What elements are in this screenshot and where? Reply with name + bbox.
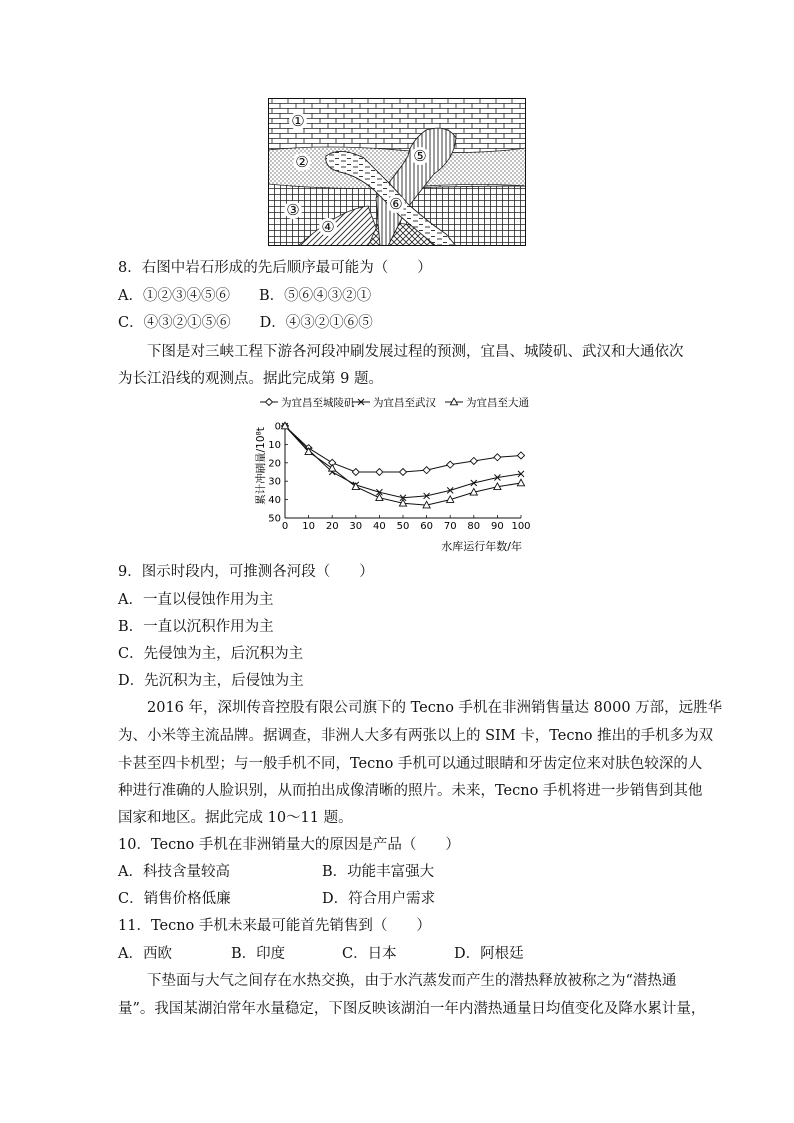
legend-label-2: 为宜昌至武汉: [373, 397, 436, 409]
chart-series-line-2: [285, 426, 521, 498]
question-10-intro-line5: 国家和地区。据此完成 10～11 题。: [118, 810, 353, 826]
chart-x-tick-label: 50: [396, 521, 410, 532]
question-10-option-d: D．符合用户需求: [322, 891, 436, 907]
chart-series-1-point: [494, 454, 501, 461]
chart-y-tick-label: 50: [268, 513, 281, 525]
chart-x-tick-label: 60: [420, 521, 433, 532]
chart-x-tick-label: 30: [349, 521, 363, 532]
chart-series-3-point: [329, 465, 336, 472]
chart-y-axis-label: 累计冲刷量/10⁸t: [255, 427, 267, 505]
question-10-option-c: C．销售价格低廉: [118, 891, 231, 907]
question-9-option-d: D．先沉积为主，后侵蚀为主: [118, 673, 304, 689]
chart-series-3-point: [517, 479, 524, 486]
chart-series-1-point: [400, 469, 407, 476]
chart-y-tick-label: 40: [268, 495, 281, 507]
question-9-stem: 9．图示时段内，可推测各河段（ ）: [118, 564, 374, 580]
chart-series-1-point: [376, 469, 383, 476]
chart-y-tick-label: 0: [274, 421, 281, 433]
legend-marker-1: [266, 399, 273, 406]
chart-x-tick-label: 0: [281, 521, 289, 532]
erosion-line-chart: [240, 392, 540, 557]
question-9-option-a: A．一直以侵蚀作用为主: [118, 592, 274, 608]
rock-label-3: ③: [286, 201, 300, 219]
chart-x-tick-label: 70: [443, 521, 457, 532]
question-9-intro-line2: 为长江沿线的观测点。据此完成第 9 题。: [118, 371, 383, 387]
question-10-intro-line4: 种进行准确的人脸识别，从而拍出成像清晰的照片。未来，Tecno 手机将进一步销售到其他: [118, 783, 703, 799]
chart-x-tick-label: 90: [491, 521, 504, 532]
chart-series-1-point: [518, 452, 525, 459]
latent-heat-intro-line2: 量”。我国某湖泊常年水量稳定，下图反映该湖泊一年内潜热通量日均值变化及降水累计量，: [118, 1001, 706, 1017]
chart-series-1-point: [447, 461, 454, 468]
chart-series-1-point: [470, 457, 477, 464]
rock-label-2: ②: [295, 153, 309, 171]
legend-label-1: 为宜昌至城陵矶: [281, 397, 355, 409]
question-10-intro-line2: 为、小米等主流品牌。据调查，非洲人大多有两张以上的 SIM 卡，Tecno 推出的手机多为双: [118, 728, 714, 744]
question-10-option-b: B．功能丰富强大: [322, 864, 435, 880]
rock-label-5: ⑤: [413, 147, 427, 165]
question-8-options-ab: A．①②③④⑤⑥ B．⑤⑥④③②①: [118, 288, 372, 304]
question-11-option-a: A．西欧: [118, 946, 172, 962]
rock-label-1: ①: [291, 112, 305, 130]
legend-label-3: 为宜昌至大通: [466, 397, 529, 409]
chart-legend: [260, 396, 529, 409]
question-11-option-b: B．印度: [231, 946, 286, 962]
question-10-stem: 10．Tecno 手机在非洲销量大的原因是产品（ ）: [118, 837, 460, 853]
question-11-stem: 11．Tecno 手机未来最可能首先销售到（ ）: [118, 918, 431, 934]
chart-y-tick-label: 30: [268, 476, 281, 488]
chart-y-tick-label: 10: [268, 439, 281, 451]
question-10-option-a: A．科技含量较高: [118, 864, 230, 880]
chart-series-1-point: [352, 469, 359, 476]
rock-label-6: ⑥: [389, 195, 403, 213]
chart-x-tick-label: 80: [467, 521, 481, 532]
chart-x-axis-label: 水库运行年数/年: [441, 540, 522, 553]
question-10-intro-line1: 2016 年，深圳传音控股有限公司旗下的 Tecno 手机在非洲销售量达 8000 万部，远胜华: [147, 700, 723, 716]
question-9-option-b: B．一直以沉积作用为主: [118, 619, 274, 635]
chart-series-1-point: [423, 467, 430, 474]
chart-x-tick-label: 20: [325, 521, 339, 532]
chart-series-line-3: [285, 426, 521, 505]
rock-label-4: ④: [321, 218, 335, 236]
chart-x-tick-label: 40: [373, 521, 386, 532]
chart-series-line-1: [285, 426, 521, 472]
chart-x-tick-label: 10: [302, 521, 315, 532]
question-10-intro-line3: 卡甚至四卡机型；与一般手机不同，Tecno 手机可以通过眼睛和牙齿定位来对肤色较深的人: [118, 756, 703, 772]
question-11-option-c: C．日本: [342, 946, 397, 962]
question-11-option-d: D．阿根廷: [454, 946, 524, 962]
question-8-options-cd: C．④③②①⑤⑥ D．④③②①⑥⑤: [118, 315, 373, 331]
question-8-stem: 8．右图中岩石形成的先后顺序最可能为（ ）: [118, 260, 432, 276]
rock-strata-figure: [268, 98, 526, 246]
question-9-option-c: C．先侵蚀为主，后沉积为主: [118, 646, 304, 662]
question-9-intro-line1: 下图是对三峡工程下游各河段冲刷发展过程的预测，宜昌、城陵矶、武汉和大通依次: [147, 344, 684, 360]
chart-x-tick-label: 100: [511, 521, 531, 532]
chart-y-tick-label: 20: [268, 458, 281, 470]
latent-heat-intro-line1: 下垫面与大气之间存在水热交换，由于水汽蒸发而产生的潜热释放被称之为“潜热通: [147, 973, 677, 989]
